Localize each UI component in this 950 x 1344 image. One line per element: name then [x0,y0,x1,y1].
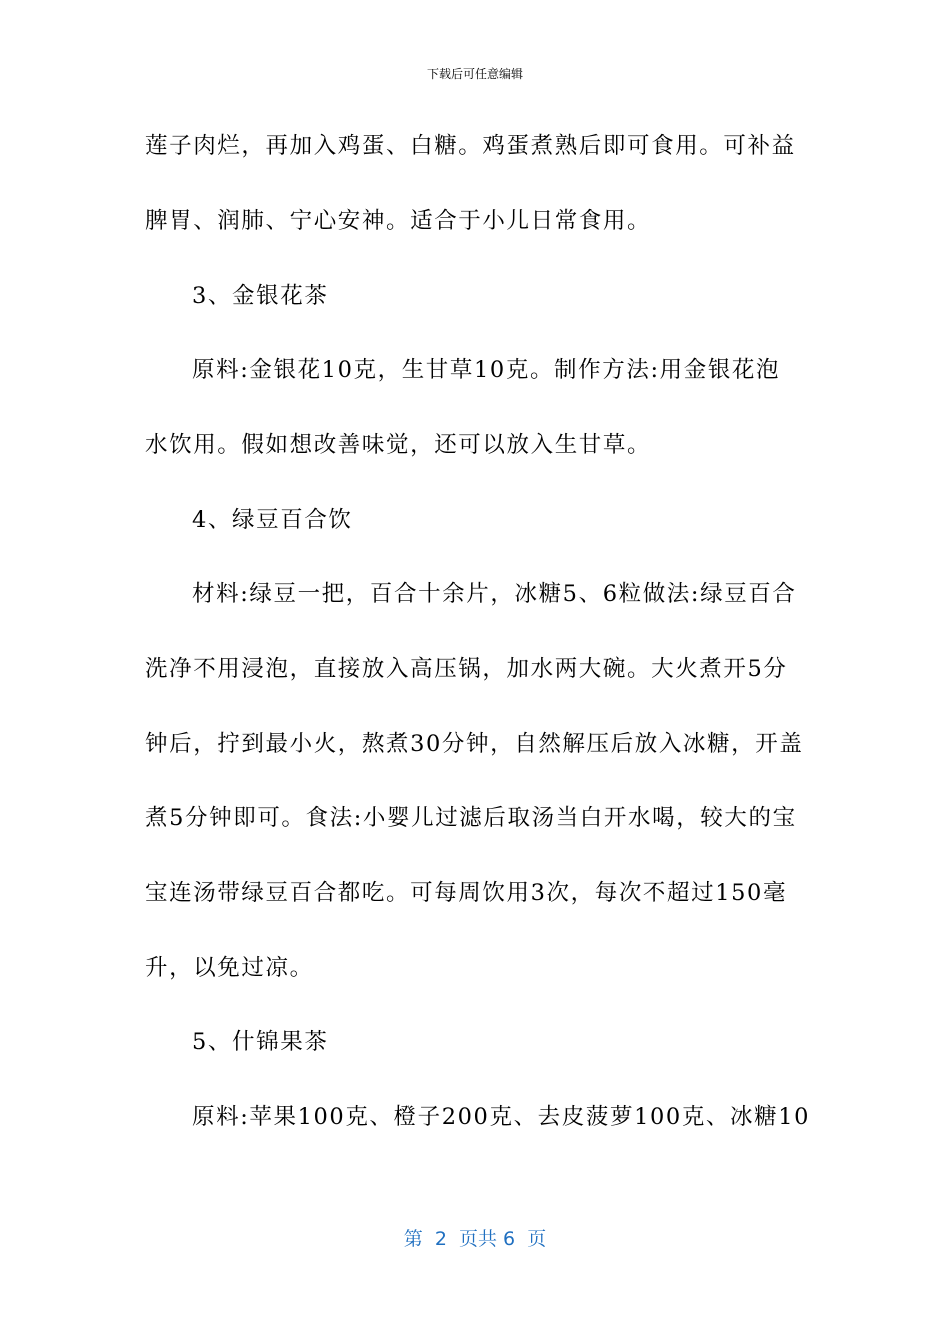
page-header: 下载后可任意编辑 [426,67,523,81]
body-line: 原料:苹果100克、橙子200克、去皮菠萝100克、冰糖10 [192,1104,811,1130]
body-line: 脾胃、润肺、宁心安神。适合于小儿日常食用。 [145,208,652,234]
body-line: 莲子肉烂，再加入鸡蛋、白糖。鸡蛋煮熟后即可食用。可补益 [145,133,796,159]
section-heading: 5、什锦果茶 [192,1029,329,1055]
section-heading: 3、金银花茶 [192,283,329,309]
page-number-footer: 第 2 页共 6 页 [403,1228,547,1250]
body-line: 宝连汤带绿豆百合都吃。可每周饮用3次，每次不超过150毫 [145,880,788,906]
section-heading: 4、绿豆百合饮 [192,507,353,533]
body-line: 原料:金银花10克，生甘草10克。制作方法:用金银花泡 [192,357,781,383]
body-line: 钟后，拧到最小火，熬煮30分钟，自然解压后放入冰糖，开盖 [145,731,804,757]
body-line: 升，以免过凉。 [145,955,314,981]
body-line: 洗净不用浸泡，直接放入高压锅，加水两大碗。大火煮开5分 [145,656,788,682]
body-line: 水饮用。假如想改善味觉，还可以放入生甘草。 [145,432,652,458]
body-line: 材料:绿豆一把，百合十余片，冰糖5、6粒做法:绿豆百合 [192,581,797,607]
body-line: 煮5分钟即可。食法:小婴儿过滤后取汤当白开水喝，较大的宝 [145,805,797,831]
